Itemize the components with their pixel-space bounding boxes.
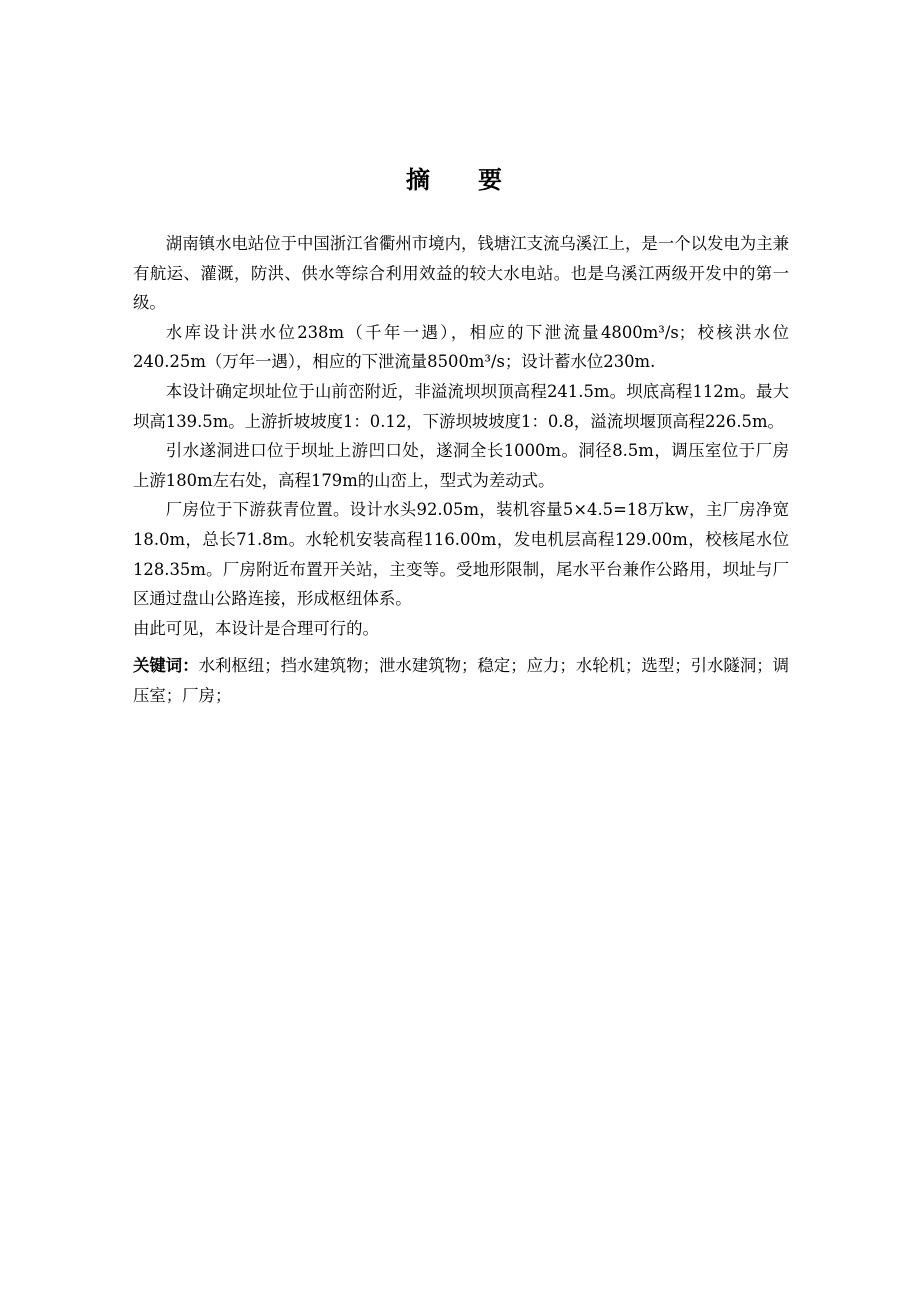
paragraph-overview: 湖南镇水电站位于中国浙江省衢州市境内，钱塘江支流乌溪江上，是一个以发电为主兼有航运、灌溉，防洪、供水等综合利用效益的较大水电站。也是乌溪江两级开发中的第一级。 (133, 234, 789, 313)
page-title: 摘 要 (406, 165, 514, 194)
keywords-label: 关键词： (133, 656, 199, 676)
paragraph-powerhouse: 厂房位于下游荻青位置。设计水头92.05m，装机容量5×4.5=18万kw，主厂房净宽18.0m，总长71.8m。水轮机安装高程116.00m，发电机层高程129.00m，校核尾水位128.35m。厂房附近布置开关站，主变等。受地形限制，尾水平台兼作公路用，坝址与厂区通过盘山公路连接，形成枢纽体系。 (133, 500, 789, 609)
keywords-text: 水利枢纽；挡水建筑物；泄水建筑物；稳定；应力；水轮机；选型；引水隧洞；调压室；厂房； (133, 656, 790, 705)
paragraph-conclusion: 由此可见，本设计是合理可行的。 (133, 618, 379, 638)
paragraph-reservoir: 水库设计洪水位238m（千年一遇），相应的下泄流量4800m³/s；校核洪水位240.25m（万年一遇），相应的下泄流量8500m³/s；设计蓄水位230m. (133, 322, 789, 372)
paragraph-dam-site: 本设计确定坝址位于山前峦附近，非溢流坝坝顶高程241.5m。坝底高程112m。最大坝高139.5m。上游折坡坡度1：0.12，下游坝坡坡度1：0.8，溢流坝堰顶高程226.5m。 (133, 381, 789, 431)
abstract-body (133, 229, 789, 711)
paragraph-tunnel: 引水遂洞进口位于坝址上游凹口处，遂洞全长1000m。洞径8.5m，调压室位于厂房上游180m左右处，高程179m的山峦上，型式为差动式。 (133, 441, 789, 490)
keywords-line (133, 651, 789, 710)
